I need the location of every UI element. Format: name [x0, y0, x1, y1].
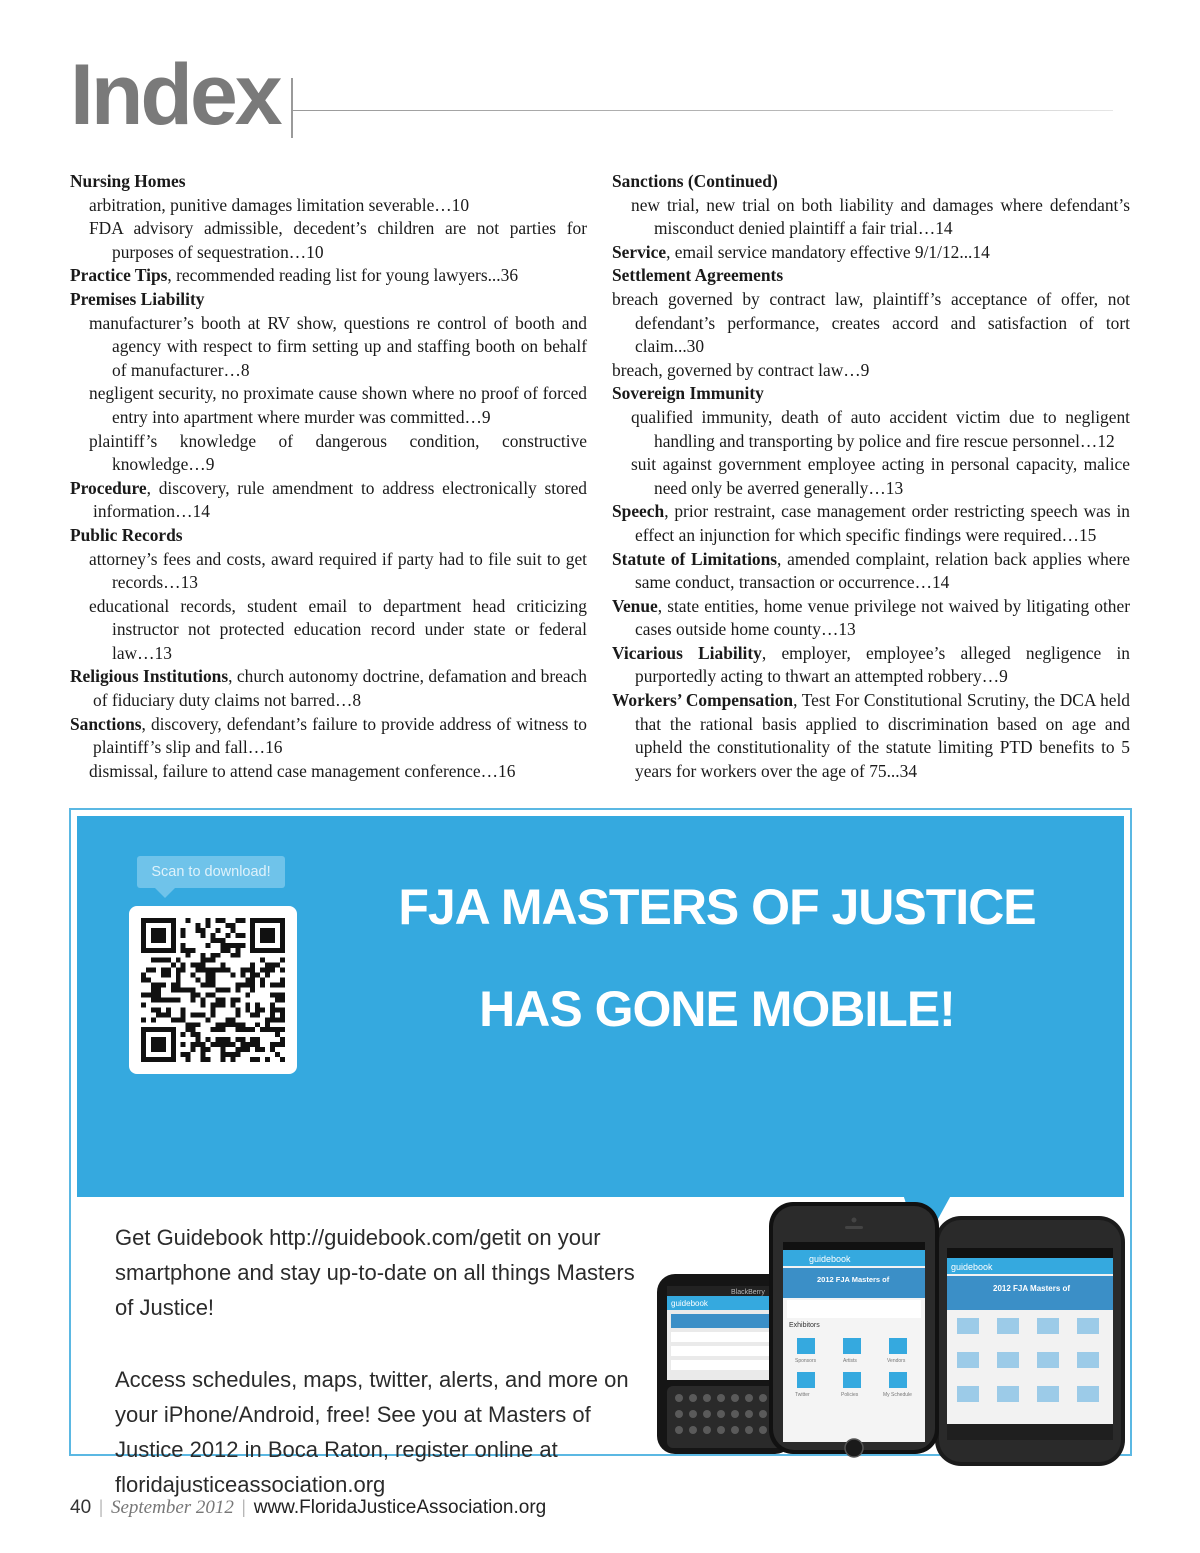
index-entry-term: Religious Institutions — [70, 666, 229, 687]
ad-headline-1: FJA MASTERS OF JUSTICE — [398, 879, 1036, 935]
index-entry — [612, 689, 1130, 783]
android-guide-title: 2012 FJA Masters of — [993, 1284, 1071, 1293]
index-entry-term: Procedure — [70, 477, 147, 498]
index-heading: Sanctions (Continued) — [612, 171, 778, 191]
phones-image — [657, 1202, 1127, 1454]
android-phone — [935, 1216, 1125, 1466]
index-entry — [612, 595, 1130, 642]
index-entry-term: Vicarious Liability — [612, 642, 762, 663]
index-entry-text: , prior restraint, case management order restricting speech was in effect an injunction for which specific findings were required…15 — [635, 501, 1130, 545]
qr-card — [129, 906, 297, 1074]
index-subentry: new trial, new trial on both liability and damages where defendant’s misconduct denied plaintiff a fair trial…14 — [631, 194, 1130, 239]
index-entry — [70, 665, 587, 712]
iphone-section: Exhibitors — [789, 1322, 820, 1329]
index-entry-text: , discovery, defendant’s failure to provide address of witness to plaintiff’s slip and fall…16 — [93, 713, 587, 758]
index-subentry: manufacturer’s booth at RV show, questions re control of booth and agency with respect to firm setting up and staffing booth on behalf of manufacturer…8 — [89, 312, 587, 380]
index-entry-term: Service — [612, 241, 667, 262]
index-subentry: suit against government employee acting in personal capacity, malice need only be averred generally…13 — [631, 454, 1130, 498]
index-entry-term: Workers’ Compensation — [612, 690, 794, 711]
scan-label: Scan to download! — [137, 856, 285, 888]
index-subentry: attorney’s fees and costs, award required if party had to file suit to get records…13 — [89, 548, 587, 593]
index-subentry: negligent security, no proximate cause shown where no proof of forced entry into apartment where murder was committed…9 — [89, 383, 587, 427]
index-subentry: breach, governed by contract law…9 — [612, 359, 870, 380]
index-entry-text: , employer, employee’s alleged negligence in purportedly acting to thwart an attempted robbery…9 — [635, 642, 1130, 687]
page-title: Index — [70, 47, 280, 143]
iphone-guide-title: 2012 FJA Masters of — [817, 1275, 890, 1284]
index-entry-term: Venue — [612, 595, 658, 616]
page-number: 40 — [70, 1497, 92, 1518]
footer-separator: | — [241, 1497, 246, 1518]
index-entry — [70, 264, 587, 288]
index-subentry: educational records, student email to department head criticizing instructor not protected education record under state or federal law…13 — [89, 595, 587, 663]
index-column-right — [612, 170, 1130, 783]
title-rule — [293, 110, 1113, 111]
footer-separator: | — [99, 1497, 103, 1518]
index-entry — [70, 477, 587, 524]
blackberry-app-name: guidebook — [671, 1299, 708, 1308]
index-entry-text: , church autonomy doctrine, defamation and breach of fiduciary duty claims not barred…8 — [93, 666, 587, 711]
ad-paragraph-1: Get Guidebook http://guidebook.com/getit on your smartphone and stay up-to-date on all things Masters of Justice! — [115, 1225, 635, 1320]
index-heading: Sovereign Immunity — [612, 383, 764, 404]
page-footer — [70, 1497, 546, 1519]
index-heading: Premises Liability — [70, 288, 205, 309]
index-entry — [612, 241, 1130, 265]
iphone-icon-label-2: Artists — [843, 1358, 857, 1364]
iphone-icon-label-5: Policies — [841, 1392, 859, 1398]
index-entry — [612, 500, 1130, 547]
ad-headline-2: HAS GONE MOBILE! — [479, 981, 955, 1037]
index-subentry: qualified immunity, death of auto accident victim due to negligent handling and transporting by police and fire rescue personnel…12 — [631, 406, 1130, 451]
index-heading: Nursing Homes — [70, 171, 186, 191]
index-entry-text: , email service mandatory effective 9/1/12...14 — [666, 241, 990, 262]
ad-banner — [77, 816, 1124, 1197]
index-entry-text: , amended complaint, relation back applies where same conduct, transaction or occurrence…14 — [635, 548, 1131, 593]
index-entry-text: , state entities, home venue privilege not waived by litigating other cases outside home county…13 — [635, 595, 1130, 640]
index-entry-term: Speech — [612, 501, 665, 522]
index-entry-term: Sanctions — [70, 713, 142, 734]
footer-url[interactable]: www.FloridaJusticeAssociation.org — [253, 1497, 547, 1518]
index-entry — [70, 713, 587, 760]
index-entry-term: Statute of Limitations — [612, 548, 778, 569]
advertisement — [69, 808, 1132, 1497]
iphone — [769, 1202, 939, 1457]
iphone-icon-label-4: Twitter — [795, 1392, 810, 1398]
index-entry-text: , Test For Constitutional Scrutiny, the DCA held that the rational basis applied to discrimination based on age and upheld the constitutionality of the statute limiting PTD benefits to 5 years for workers over the age of 75...34 — [635, 690, 1131, 781]
index-heading: Public Records — [70, 524, 183, 545]
android-app-name: guidebook — [951, 1262, 993, 1272]
index-subentry: dismissal, failure to attend case management conference…16 — [89, 760, 516, 781]
index-entry-text: , recommended reading list for young lawyers...36 — [167, 265, 519, 286]
blackberry-brand: BlackBerry — [731, 1289, 765, 1296]
index-entry — [612, 548, 1130, 595]
index-column-left — [70, 170, 587, 783]
index-heading: Settlement Agreements — [612, 265, 784, 286]
index-entry — [612, 642, 1130, 689]
iphone-icon-label-6: My Schedule — [883, 1392, 912, 1398]
iphone-icon-label-1: Sponsors — [795, 1358, 817, 1364]
index-entry-term: Practice Tips — [70, 265, 168, 286]
iphone-icon-label-3: Vendors — [887, 1358, 906, 1364]
index-subentry: plaintiff’s knowledge of dangerous condition, constructive knowledge…9 — [89, 430, 587, 475]
index-subentry: FDA advisory admissible, decedent’s children are not parties for purposes of sequestration…10 — [89, 218, 587, 262]
index-entry-text: , discovery, rule amendment to address electronically stored information…14 — [93, 477, 587, 522]
issue-date: September 2012 — [110, 1497, 234, 1518]
ad-paragraph-2: Access schedules, maps, twitter, alerts, and more on your iPhone/Android, free! See you at Masters of Justice 2012 in Boca Raton, register online at floridajusticeassociation.org — [115, 1367, 629, 1497]
qr-code-icon[interactable] — [141, 918, 285, 1062]
index-subentry: arbitration, punitive damages limitation severable…10 — [89, 194, 470, 215]
iphone-app-name: guidebook — [809, 1254, 851, 1264]
index-subentry: breach governed by contract law, plaintiff’s acceptance of offer, not defendant’s performance, creates accord and satisfaction of tort claim...30 — [612, 288, 1130, 357]
title-divider — [291, 78, 293, 138]
